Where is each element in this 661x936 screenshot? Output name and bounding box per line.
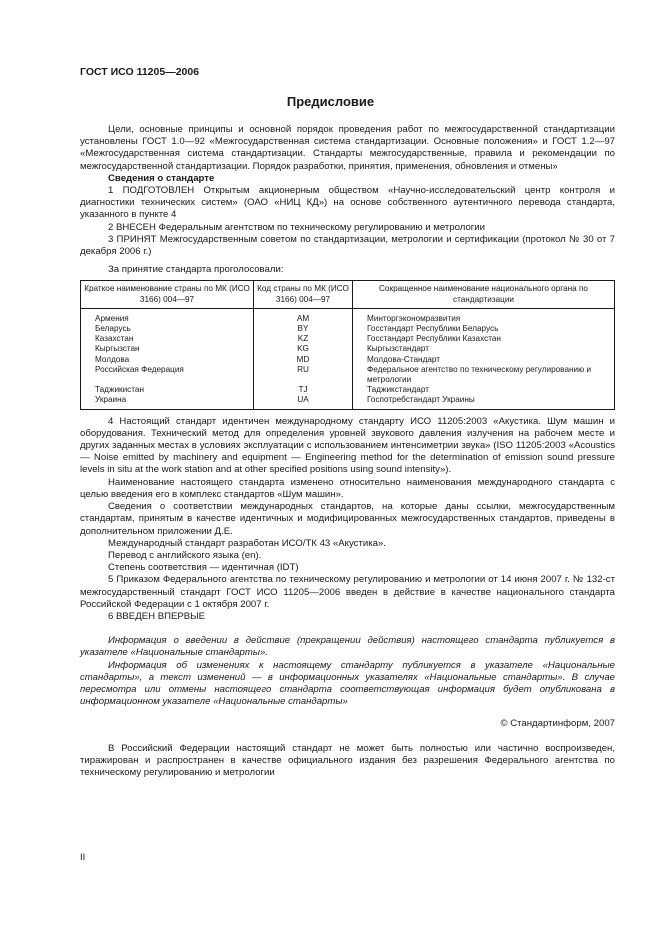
table-header-row — [81, 281, 615, 308]
table-header-country: Краткое наименование страны по МК (ИСО 3166) 004—97 — [81, 281, 254, 308]
voting-table — [80, 280, 615, 409]
cell-country: Украина — [81, 395, 254, 409]
voted-caption: За принятие стандарта проголосовали: — [108, 264, 284, 276]
intro-paragraph: Цели, основные принципы и основной порядок проведения работ по межгосударственной стандартизации установлены ГОСТ 1.0—92 «Межгосударственная система стандартизации. Основные положения» и ГОСТ 1.2—97 «Межгосударственная система стандартизации. Стандарты межгосударственные, правила и рекомендации по межгосударственной стандартизации. Порядок разработки, принятия, применения, обновления и отмены» — [80, 124, 615, 172]
cell-code: AM — [254, 308, 353, 324]
table-row — [81, 334, 615, 344]
cell-code: MD — [254, 355, 353, 365]
cell-country: Молдова — [81, 355, 254, 365]
cell-code: RU — [254, 365, 353, 385]
item-6: 6 ВВЕДЕН ВПЕРВЫЕ — [108, 610, 206, 622]
table-header-code: Код страны по МК (ИСО 3166) 004—97 — [254, 281, 353, 308]
table-row — [81, 365, 615, 385]
table-row — [81, 395, 615, 409]
cell-country: Казахстан — [81, 334, 254, 344]
table-row — [81, 355, 615, 365]
cell-body: Минторгэкономразвития — [353, 308, 615, 324]
info-notice-2: Информация об изменениях к настоящему стандарту публикуется в указателе «Национальные стандарты», а текст изменений — в информационных указателях «Национальные стандарты». В случае пересмотра или отмены настоящего стандарта соответствующая информация будет опубликована в информационном указателе «Национальные стандарты» — [80, 659, 615, 708]
cell-code: TJ — [254, 385, 353, 395]
table-row — [81, 344, 615, 354]
table-header-body: Сокращенное наименование национального органа по стандартизации — [353, 281, 615, 308]
page-title: Предисловие — [286, 94, 375, 109]
item-4-conformity-note: Степень соответствия — идентичная (IDT) — [108, 562, 299, 574]
page-number: II — [80, 852, 86, 863]
cell-body: Федеральное агентство по техническому регулированию и метрологии — [353, 365, 615, 385]
cell-code: KZ — [254, 334, 353, 344]
cell-body: Кыргызстандарт — [353, 344, 615, 354]
cell-country: Таджикистан — [81, 385, 254, 395]
info-notice-1: Информация о введении в действие (прекращении действия) настоящего стандарта публикуется в указателе «Национальные стандарты». — [80, 635, 615, 659]
item-4-developer-note: Международный стандарт разработан ИСО/ТК 43 «Акустика». — [108, 537, 386, 549]
cell-body: Госпотребстандарт Украины — [353, 395, 615, 409]
document-header: ГОСТ ИСО 11205—2006 — [80, 66, 200, 78]
cell-body: Таджикстандарт — [353, 385, 615, 395]
item-2: 2 ВНЕСЕН Федеральным агентством по техническому регулированию и метрологии — [108, 221, 486, 233]
reproduction-notice: В Российский Федерации настоящий стандарт не может быть полностью или частично воспроизведен, тиражирован и распространен в качестве официального издания без разрешения Федерального агентства по техническому регулированию и метрологии — [80, 742, 615, 778]
item-5: 5 Приказом Федерального агентства по техническому регулированию и метрологии от 14 июня 2007 г. № 132-ст межгосударственный стандарт ГОСТ ИСО 11205—2006 введен в действие в качестве национального стандарта Российской Федерации с 1 октября 2007 г. — [80, 574, 615, 610]
cell-body: Госстандарт Республики Казахстан — [353, 334, 615, 344]
table-row — [81, 324, 615, 334]
item-4: 4 Настоящий стандарт идентичен международному стандарту ИСО 11205:2003 «Акустика. Шум машин и оборудования. Технический метод для определения уровней звукового давления излучения на рабочем месте и других заданных местах в условиях эксплуатации с использованием интенсиметрии звука» (ISO 11205:2003 «Acoustics — Noise emitted by machinery and equipment — Engineering method for the determination of emission sound pressure levels in situ at the work station and at other specified positions using sound intensity»). — [80, 415, 615, 476]
cell-country: Беларусь — [81, 324, 254, 334]
item-4-references-note: Сведения о соответствии международных стандартов, на которые даны ссылки, межгосударственным стандартам, принятым в качестве идентичных и модифицированных межгосударственных стандартов, приведены в дополнительном приложении Д.Е. — [80, 501, 615, 537]
item-1: 1 ПОДГОТОВЛЕН Открытым акционерным обществом «Научно-исследовательский центр контроля и диагностики технических систем» (ОАО «НИЦ КД») на основе собственного аутентичного перевода стандарта, указанного в пункте 4 — [80, 185, 615, 221]
item-3: 3 ПРИНЯТ Межгосударственным советом по стандартизации, метрологии и сертификации (протокол № 30 от 7 декабря 2006 г.) — [80, 233, 615, 258]
cell-code: BY — [254, 324, 353, 334]
cell-country: Армения — [81, 308, 254, 324]
cell-body: Госстандарт Республики Беларусь — [353, 324, 615, 334]
table-row — [81, 308, 615, 324]
cell-country: Российская Федерация — [81, 365, 254, 385]
cell-country: Кыргызстан — [81, 344, 254, 354]
document-body — [80, 124, 615, 779]
cell-body: Молдова-Стандарт — [353, 355, 615, 365]
item-4-translation-note: Перевод с английского языка (en). — [108, 549, 262, 561]
item-4-rename-note: Наименование настоящего стандарта изменено относительно наименования международного стандарта с целью введения его в комплекс стандартов «Шум машин». — [80, 476, 615, 500]
cell-code: UA — [254, 395, 353, 409]
section-subtitle: Сведения о стандарте — [108, 172, 215, 184]
copyright-line: © Стандартинформ, 2007 — [500, 718, 615, 730]
table-row — [81, 385, 615, 395]
cell-code: KG — [254, 344, 353, 354]
